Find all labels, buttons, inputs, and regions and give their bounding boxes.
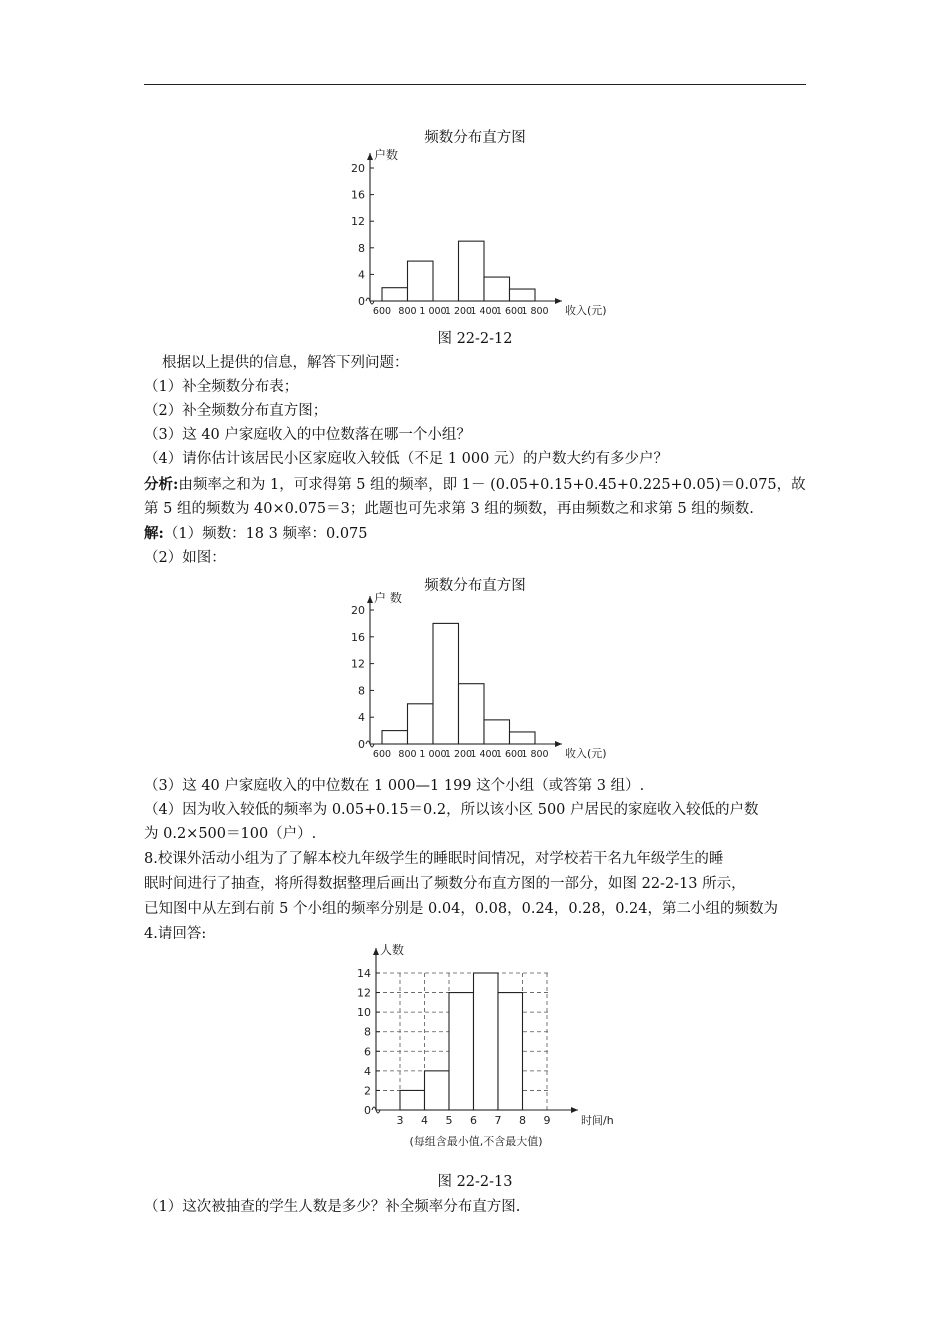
histogram-bar bbox=[382, 288, 408, 301]
x-tick-label: 6 bbox=[470, 1114, 477, 1127]
solution-label: 解: bbox=[144, 525, 164, 542]
histogram-bar bbox=[400, 1090, 425, 1110]
x-axis-title: 时间/h bbox=[581, 1114, 614, 1127]
analysis-text-1: 由频率之和为 1，可求得第 5 组的频率，即 1－ (0.05+0.15+0.45+0.225+0.05)＝0.075，故 bbox=[178, 477, 806, 493]
problem8-line-2: 眠时间进行了抽查，将所得数据整理后画出了频数分布直方图的一部分，如图 22-2-13 所示， bbox=[144, 876, 746, 892]
histogram-chart-1 bbox=[340, 145, 620, 330]
y-tick-label: 20 bbox=[351, 162, 365, 175]
x-tick-label: 1 400 bbox=[470, 306, 498, 317]
problem8-line-1: 8.校课外活动小组为了了解本校九年级学生的睡眠时间情况，对学校若干名九年级学生的睡 bbox=[144, 851, 724, 867]
x-tick-label: 1 200 bbox=[444, 306, 473, 317]
histogram-bar bbox=[408, 261, 434, 301]
chart1-caption: 图 22-2-12 bbox=[437, 331, 513, 347]
histogram-chart-2 bbox=[340, 592, 620, 767]
x-tick-label: 800 bbox=[398, 306, 417, 317]
histogram-bar bbox=[510, 732, 536, 744]
x-axis-arrow bbox=[555, 741, 562, 747]
histogram-bar bbox=[459, 684, 485, 744]
histogram-bar bbox=[433, 623, 459, 744]
x-tick-label: 8 bbox=[519, 1114, 526, 1127]
y-tick-label: 8 bbox=[358, 684, 365, 698]
histogram-bar bbox=[408, 704, 434, 744]
intro-text: 根据以上提供的信息，解答下列问题： bbox=[162, 355, 409, 371]
histogram-chart-3 bbox=[340, 940, 620, 1155]
y-tick-label: 14 bbox=[357, 967, 371, 980]
problem8-question-1: （1）这次被抽查的学生人数是多少？补全频率分布直方图. bbox=[144, 1199, 521, 1215]
y-axis-arrow bbox=[367, 153, 373, 160]
x-tick-label: 1 600 bbox=[495, 749, 524, 760]
problem8-line-3: 已知图中从左到右前 5 个小组的频率分别是 0.04，0.08，0.24，0.28，0.24，第二小组的频数为 bbox=[144, 901, 778, 917]
x-tick-label: 1 000 bbox=[419, 306, 447, 317]
x-tick-label: 4 bbox=[421, 1114, 428, 1127]
x-tick-label: 1 000 bbox=[419, 749, 447, 760]
y-axis-arrow bbox=[367, 596, 373, 603]
solution-line-1 bbox=[144, 522, 814, 546]
solution-line-2: （2）如图： bbox=[144, 550, 226, 566]
analysis-label: 分析: bbox=[144, 476, 179, 493]
question-3: （3）这 40 户家庭收入的中位数落在哪一个小组？ bbox=[144, 427, 471, 443]
solution-text-1: （1）频数：18 3 频率：0.075 bbox=[163, 526, 368, 542]
y-axis-title: 户 数 bbox=[374, 592, 402, 605]
header-rule bbox=[144, 84, 806, 85]
y-tick-label: 12 bbox=[357, 986, 371, 1000]
x-tick-label: 1 800 bbox=[521, 749, 549, 760]
y-axis-title: 户数 bbox=[374, 148, 399, 162]
question-2: （2）补全频数分布直方图； bbox=[144, 403, 328, 419]
x-tick-label: 1 200 bbox=[444, 749, 473, 760]
x-tick-label: 7 bbox=[494, 1114, 502, 1127]
histogram-bar bbox=[498, 993, 523, 1110]
question-4: （4）请你估计该居民小区家庭收入较低（不足 1 000 元）的户数大约有多少户？ bbox=[144, 451, 668, 467]
histogram-bar bbox=[474, 973, 499, 1110]
y-tick-label: 4 bbox=[364, 1064, 371, 1078]
analysis-line-2: 第 5 组的频数为 40×0.075＝3；此题也可先求第 3 组的频数，再由频数之和求第 5 组的频数. bbox=[144, 501, 754, 517]
solution-line-3: （3）这 40 户家庭收入的中位数在 1 000—1 199 这个小组（或答第 3 组）. bbox=[144, 778, 645, 794]
y-tick-label: 12 bbox=[351, 657, 365, 671]
x-tick-label: 3 bbox=[396, 1114, 404, 1127]
y-tick-label: 8 bbox=[364, 1025, 371, 1039]
chart-note: (每组含最小值,不含最大值) bbox=[409, 1135, 543, 1148]
histogram-bar bbox=[484, 720, 510, 744]
chart3-caption: 图 22-2-13 bbox=[437, 1174, 513, 1190]
chart1-title: 频数分布直方图 bbox=[424, 130, 526, 146]
x-tick-label: 1 800 bbox=[521, 306, 549, 317]
x-tick-label: 1 400 bbox=[470, 749, 498, 760]
solution-line-4a: （4）因为收入较低的频率为 0.05+0.15＝0.2，所以该小区 500 户居民的家庭收入较低的户数 bbox=[144, 802, 759, 818]
histogram-bar bbox=[425, 1071, 450, 1110]
y-tick-label: 4 bbox=[358, 268, 365, 282]
histogram-bar bbox=[382, 731, 408, 744]
y-axis-arrow bbox=[373, 948, 379, 955]
y-tick-label: 0 bbox=[358, 738, 365, 751]
x-axis-arrow bbox=[571, 1107, 578, 1113]
x-tick-label: 5 bbox=[445, 1114, 453, 1127]
y-tick-label: 0 bbox=[358, 295, 365, 308]
x-tick-label: 600 bbox=[372, 306, 392, 317]
y-tick-label: 16 bbox=[351, 630, 365, 644]
y-tick-label: 6 bbox=[364, 1045, 371, 1059]
x-tick-label: 800 bbox=[398, 749, 417, 760]
y-axis-title: 人数 bbox=[380, 943, 405, 957]
histogram-bar bbox=[510, 289, 536, 301]
x-tick-label: 1 600 bbox=[495, 306, 524, 317]
x-tick-label: 9 bbox=[543, 1114, 551, 1127]
y-tick-label: 16 bbox=[351, 188, 365, 202]
chart2-title: 频数分布直方图 bbox=[424, 578, 526, 594]
histogram-bar bbox=[449, 993, 474, 1110]
y-tick-label: 10 bbox=[357, 1006, 371, 1020]
y-tick-label: 20 bbox=[351, 604, 365, 617]
x-axis-title: 收入(元) bbox=[565, 304, 607, 317]
y-tick-label: 8 bbox=[358, 241, 365, 255]
x-axis-arrow bbox=[555, 298, 562, 304]
problem8-line-4: 4.请回答: bbox=[144, 926, 207, 942]
y-tick-label: 4 bbox=[358, 711, 365, 725]
solution-line-4b: 为 0.2×500＝100（户）. bbox=[144, 826, 317, 842]
x-axis-title: 收入(元) bbox=[565, 747, 607, 760]
analysis-line-1 bbox=[144, 473, 814, 497]
histogram-bar bbox=[484, 277, 510, 301]
histogram-bar bbox=[459, 241, 485, 301]
y-tick-label: 12 bbox=[351, 215, 365, 229]
y-tick-label: 2 bbox=[364, 1084, 371, 1098]
x-tick-label: 600 bbox=[372, 749, 392, 760]
question-1: （1）补全频数分布表； bbox=[144, 379, 299, 395]
y-tick-label: 0 bbox=[364, 1104, 371, 1117]
